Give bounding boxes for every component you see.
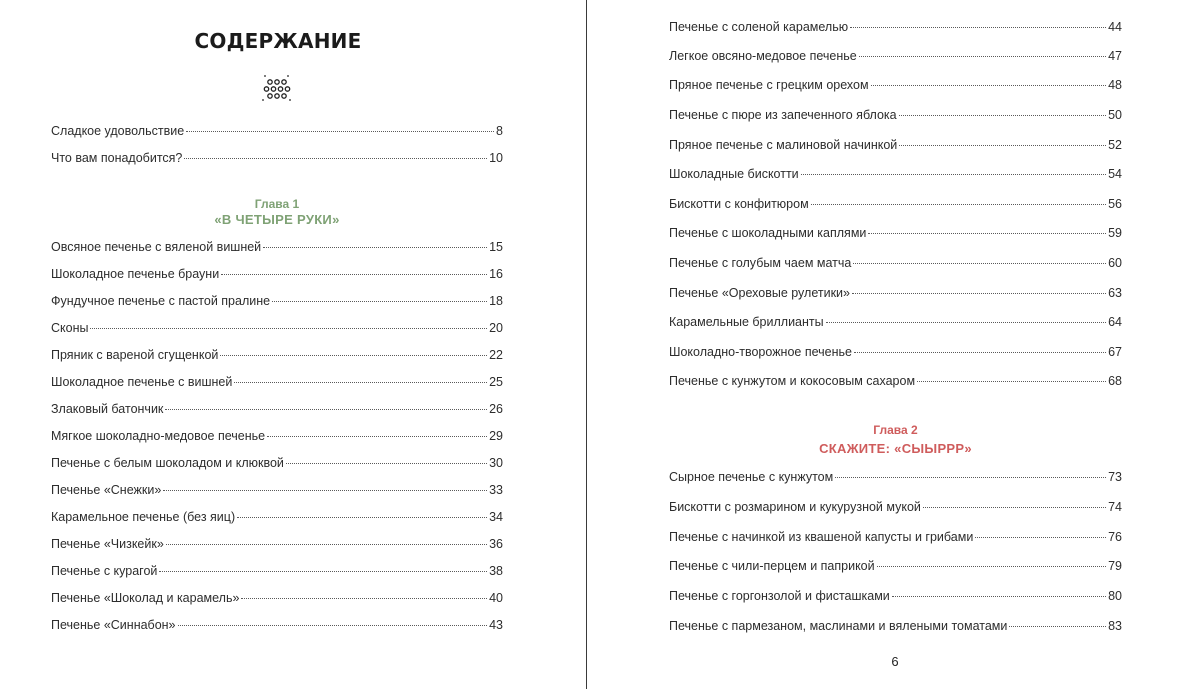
toc-entry[interactable]: Овсяное печенье с вяленой вишней 15 [51, 240, 503, 254]
toc-entry[interactable]: Печенье «Ореховые рулетики» 63 [669, 286, 1122, 300]
toc-entry[interactable]: Шоколадное печенье брауни 16 [51, 267, 503, 281]
toc-entry[interactable]: Шоколадные бискотти 54 [669, 167, 1122, 181]
dots-ornament-icon [260, 73, 292, 103]
toc-entry[interactable]: Печенье с белым шоколадом и клюквой 30 [51, 456, 503, 470]
chapter-2-title: СКАЖИТЕ: «СЫЫРРР» [819, 441, 972, 456]
toc-entry[interactable]: Печенье с соленой карамелью 44 [669, 20, 1122, 34]
toc-entry[interactable]: Злаковый батончик 26 [51, 402, 503, 416]
toc-entry[interactable]: Бискотти с конфитюром 56 [669, 197, 1122, 211]
toc-entry[interactable]: Бискотти с розмарином и кукурузной мукой 74 [669, 500, 1122, 514]
toc-entry[interactable]: Печенье «Чизкейк» 36 [51, 537, 503, 551]
toc-entry[interactable]: Шоколадно-творожное печенье 67 [669, 345, 1122, 359]
chapter-1-label: Глава 1 [254, 197, 300, 211]
toc-entry[interactable]: Печенье с кунжутом и кокосовым сахаром 68 [669, 374, 1122, 388]
toc-entry[interactable]: Печенье «Синнабон» 43 [51, 618, 503, 632]
toc-entry[interactable]: Сырное печенье с кунжутом 73 [669, 470, 1122, 484]
left-page [0, 0, 586, 689]
toc-entry[interactable]: Печенье с горгонзолой и фисташками 80 [669, 589, 1122, 603]
toc-entry[interactable]: Пряное печенье с грецким орехом 48 [669, 78, 1122, 92]
toc-entry[interactable]: Карамельные бриллианты 64 [669, 315, 1122, 329]
toc-entry[interactable]: Печенье с шоколадными каплями 59 [669, 226, 1122, 240]
toc-entry[interactable]: Фундучное печенье с пастой пралине 18 [51, 294, 503, 308]
toc-entry[interactable]: Печенье «Шоколад и карамель» 40 [51, 591, 503, 605]
toc-entry[interactable]: Печенье с курагой 38 [51, 564, 503, 578]
toc-entry[interactable]: Печенье «Снежки» 33 [51, 483, 503, 497]
toc-title: СОДЕРЖАНИЕ [194, 29, 362, 53]
toc-entry[interactable]: Печенье с пюре из запеченного яблока 50 [669, 108, 1122, 122]
toc-entry[interactable]: Сконы 20 [51, 321, 503, 335]
toc-entry[interactable]: Карамельное печенье (без яиц) 34 [51, 510, 503, 524]
toc-entry[interactable]: Печенье с начинкой из квашеной капусты и грибами 76 [669, 530, 1122, 544]
page-number: 6 [891, 654, 899, 669]
toc-entry[interactable]: Пряник с вареной сгущенкой 22 [51, 348, 503, 362]
toc-entry[interactable]: Что вам понадобится? 10 [51, 151, 503, 165]
toc-entry[interactable]: Печенье с пармезаном, маслинами и вялеными томатами 83 [669, 619, 1122, 633]
toc-entry[interactable]: Печенье с голубым чаем матча 60 [669, 256, 1122, 270]
toc-entry[interactable]: Сладкое удовольствие 8 [51, 124, 503, 138]
toc-entry[interactable]: Пряное печенье с малиновой начинкой 52 [669, 138, 1122, 152]
toc-entry[interactable]: Легкое овсяно-медовое печенье 47 [669, 49, 1122, 63]
toc-entry[interactable]: Шоколадное печенье с вишней 25 [51, 375, 503, 389]
toc-entry[interactable]: Печенье с чили-перцем и паприкой 79 [669, 559, 1122, 573]
chapter-2-label: Глава 2 [873, 423, 918, 437]
toc-entry[interactable]: Мягкое шоколадно-медовое печенье 29 [51, 429, 503, 443]
chapter-1-title: «В ЧЕТЫРЕ РУКИ» [214, 212, 340, 227]
